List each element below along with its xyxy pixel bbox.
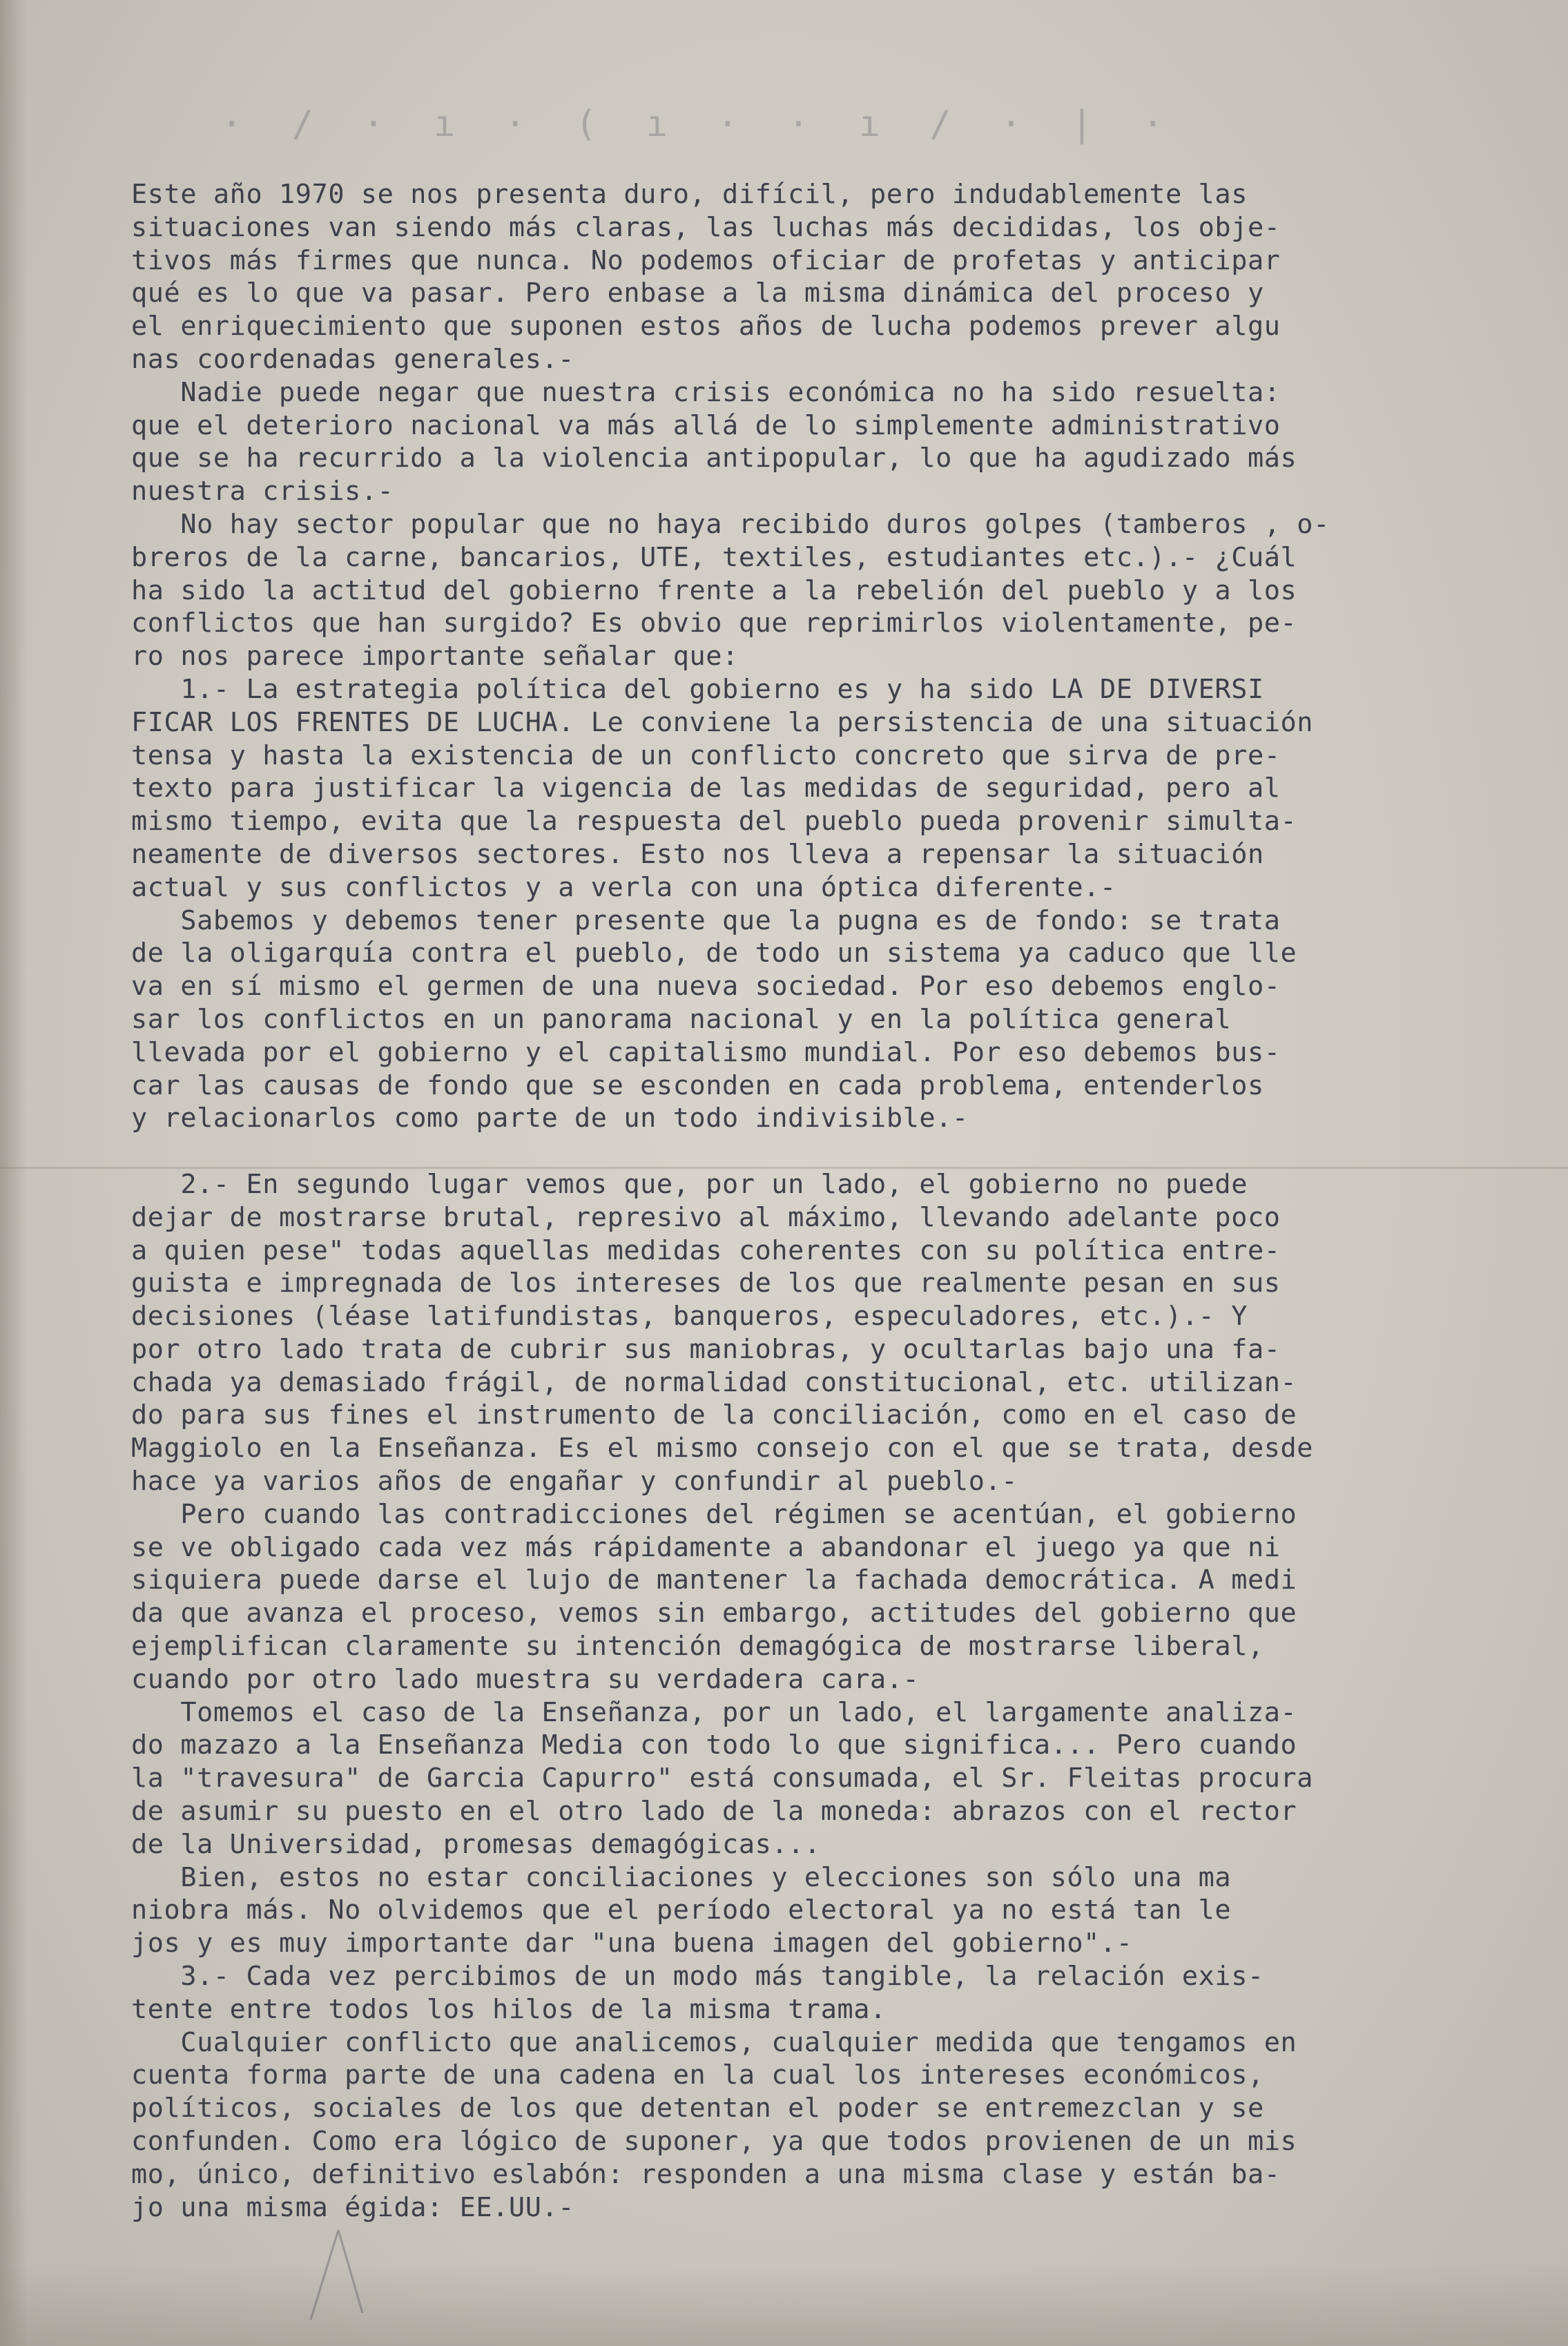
text-line: Este año 1970 se nos presenta duro, difícil, pero indudablemente las (131, 179, 1248, 210)
text-line: mo, único, definitivo eslabón: responden a una misma clase y están ba- (131, 2158, 1281, 2190)
text-line: 1.- La estrategia política del gobierno es y ha sido LA DE DIVERSI (131, 673, 1264, 705)
typewritten-body (131, 178, 1505, 2224)
text-line: ro nos parece importante señalar que: (131, 641, 739, 672)
text-line: siquiera puede darse el lujo de mantener la fachada democrática. A medi (131, 1564, 1297, 1596)
text-line: llevada por el gobierno y el capitalismo mundial. Por eso debemos bus- (131, 1036, 1281, 1068)
text-line: Sabemos y debemos tener presente que la pugna es de fondo: se trata (131, 904, 1281, 936)
text-line: cuando por otro lado muestra su verdadera cara.- (131, 1663, 920, 1695)
text-line: niobra más. No olvidemos que el período electoral ya no está tan le (131, 1894, 1232, 1926)
text-line: tivos más firmes que nunca. No podemos oficiar de profetas y anticipar (131, 244, 1281, 276)
text-line: cuenta forma parte de una cadena en la cual los intereses económicos, (131, 2059, 1264, 2091)
text-line: ejemplifican claramente su intención demagógica de mostrarse liberal, (131, 1631, 1264, 1662)
text-line: guista e impregnada de los intereses de los que realmente pesan en sus (131, 1268, 1281, 1299)
text-line: la "travesura" de Garcia Capurro" está consumada, el Sr. Fleitas procura (131, 1763, 1314, 1794)
text-line: nuestra crisis.- (131, 476, 394, 507)
text-line: nas coordenadas generales.- (131, 343, 575, 375)
text-line: de la Universidad, promesas demagógicas... (131, 1828, 821, 1860)
text-line: que el deterioro nacional va más allá de lo simplemente administrativo (131, 409, 1281, 441)
text-line: decisiones (léase latifundistas, banqueros, especuladores, etc.).- Y (131, 1301, 1248, 1332)
paragraph-gap (131, 1135, 1505, 1168)
text-line: qué es lo que va pasar. Pero enbase a la misma dinámica del proceso y (131, 278, 1264, 309)
text-line: Maggiolo en la Enseñanza. Es el mismo consejo con el que se trata, desde (131, 1433, 1314, 1464)
text-line: Bien, estos no estar conciliaciones y elecciones son sólo una ma (131, 1861, 1232, 1893)
text-line: No hay sector popular que no haya recibido duros golpes (tamberos , o- (131, 508, 1330, 540)
page-edge-shadow (0, 0, 28, 2346)
pen-mark (297, 2216, 373, 2327)
text-line: Cualquier conflicto que analicemos, cualquier medida que tengamos en (131, 2026, 1297, 2058)
text-line: chada ya demasiado frágil, de normalidad constitucional, etc. utilizan- (131, 1366, 1297, 1398)
text-line: Pero cuando las contradicciones del régimen se acentúan, el gobierno (131, 1498, 1297, 1530)
text-line: conflictos que han surgido? Es obvio que reprimirlos violentamente, pe- (131, 608, 1297, 639)
text-line: da que avanza el proceso, vemos sin embargo, actitudes del gobierno que (131, 1598, 1297, 1629)
text-line: do mazazo a la Enseñanza Media con todo lo que significa... Pero cuando (131, 1729, 1297, 1761)
text-line: el enriquecimiento que suponen estos años de lucha podemos prever algu (131, 311, 1281, 342)
text-line: y relacionarlos como parte de un todo indivisible.- (131, 1103, 969, 1134)
text-line: por otro lado trata de cubrir sus maniobras, y ocultarlas bajo una fa- (131, 1333, 1281, 1365)
text-line: a quien pese" todas aquellas medidas coherentes con su política entre- (131, 1234, 1281, 1266)
text-line: de la oligarquía contra el pueblo, de todo un sistema ya caduco que lle (131, 938, 1297, 969)
text-line: FICAR LOS FRENTES DE LUCHA. Le conviene la persistencia de una situación (131, 706, 1314, 738)
text-line: que se ha recurrido a la violencia antipopular, lo que ha agudizado más (131, 443, 1297, 474)
text-line: do para sus fines el instrumento de la conciliación, como en el caso de (131, 1399, 1297, 1431)
text-line: texto para justificar la vigencia de las medidas de seguridad, pero al (131, 773, 1281, 804)
text-line: políticos, sociales de los que detentan el poder se entremezclan y se (131, 2093, 1264, 2124)
text-line: Nadie puede negar que nuestra crisis económica no ha sido resuelta: (131, 376, 1281, 408)
text-line: va en sí mismo el germen de una nueva sociedad. Por eso debemos englo- (131, 971, 1281, 1002)
text-line: situaciones van siendo más claras, las luchas más decididas, los obje- (131, 211, 1281, 243)
text-line: jos y es muy importante dar "una buena imagen del gobierno".- (131, 1928, 1133, 1959)
page-bottom-shadow (0, 2263, 1568, 2346)
text-line: jo una misma égida: EE.UU.- (131, 2191, 575, 2223)
text-line: actual y sus conflictos y a verla con una óptica diferente.- (131, 871, 1116, 903)
text-line: car las causas de fondo que se esconden en cada problema, entenderlos (131, 1069, 1264, 1101)
text-line: tente entre todos los hilos de la misma trama. (131, 1993, 887, 2025)
text-line: Tomemos el caso de la Enseñanza, por un lado, el largamente analiza- (131, 1696, 1297, 1728)
text-line: 3.- Cada vez percibimos de un modo más tangible, la relación exis- (131, 1961, 1264, 1993)
text-line: de asumir su puesto en el otro lado de la moneda: abrazos con el rector (131, 1796, 1297, 1828)
text-line: confunden. Como era lógico de suponer, ya que todos provienen de un mis (131, 2126, 1297, 2158)
text-line: neamente de diversos sectores. Esto nos lleva a repensar la situación (131, 838, 1264, 870)
text-line: se ve obligado cada vez más rápidamente a abandonar el juego ya que ni (131, 1531, 1281, 1563)
text-line: breros de la carne, bancarios, UTE, textiles, estudiantes etc.).- ¿Cuál (131, 541, 1297, 573)
text-line: hace ya varios años de engañar y confundir al pueblo.- (131, 1466, 1018, 1497)
text-line: sar los conflictos en un panorama nacional y en la política general (131, 1003, 1232, 1035)
text-line: dejar de mostrarse brutal, represivo al máximo, llevando adelante poco (131, 1201, 1281, 1233)
faded-header: · / · ı · ( ı · · ı / · | · (221, 104, 1178, 145)
text-line: mismo tiempo, evita que la respuesta del pueblo pueda provenir simulta- (131, 806, 1297, 837)
text-line: 2.- En segundo lugar vemos que, por un lado, el gobierno no puede (131, 1168, 1248, 1200)
text-line: ha sido la actitud del gobierno frente a la rebelión del pueblo y a los (131, 574, 1297, 606)
text-line: tensa y hasta la existencia de un conflicto concreto que sirva de pre- (131, 739, 1281, 771)
